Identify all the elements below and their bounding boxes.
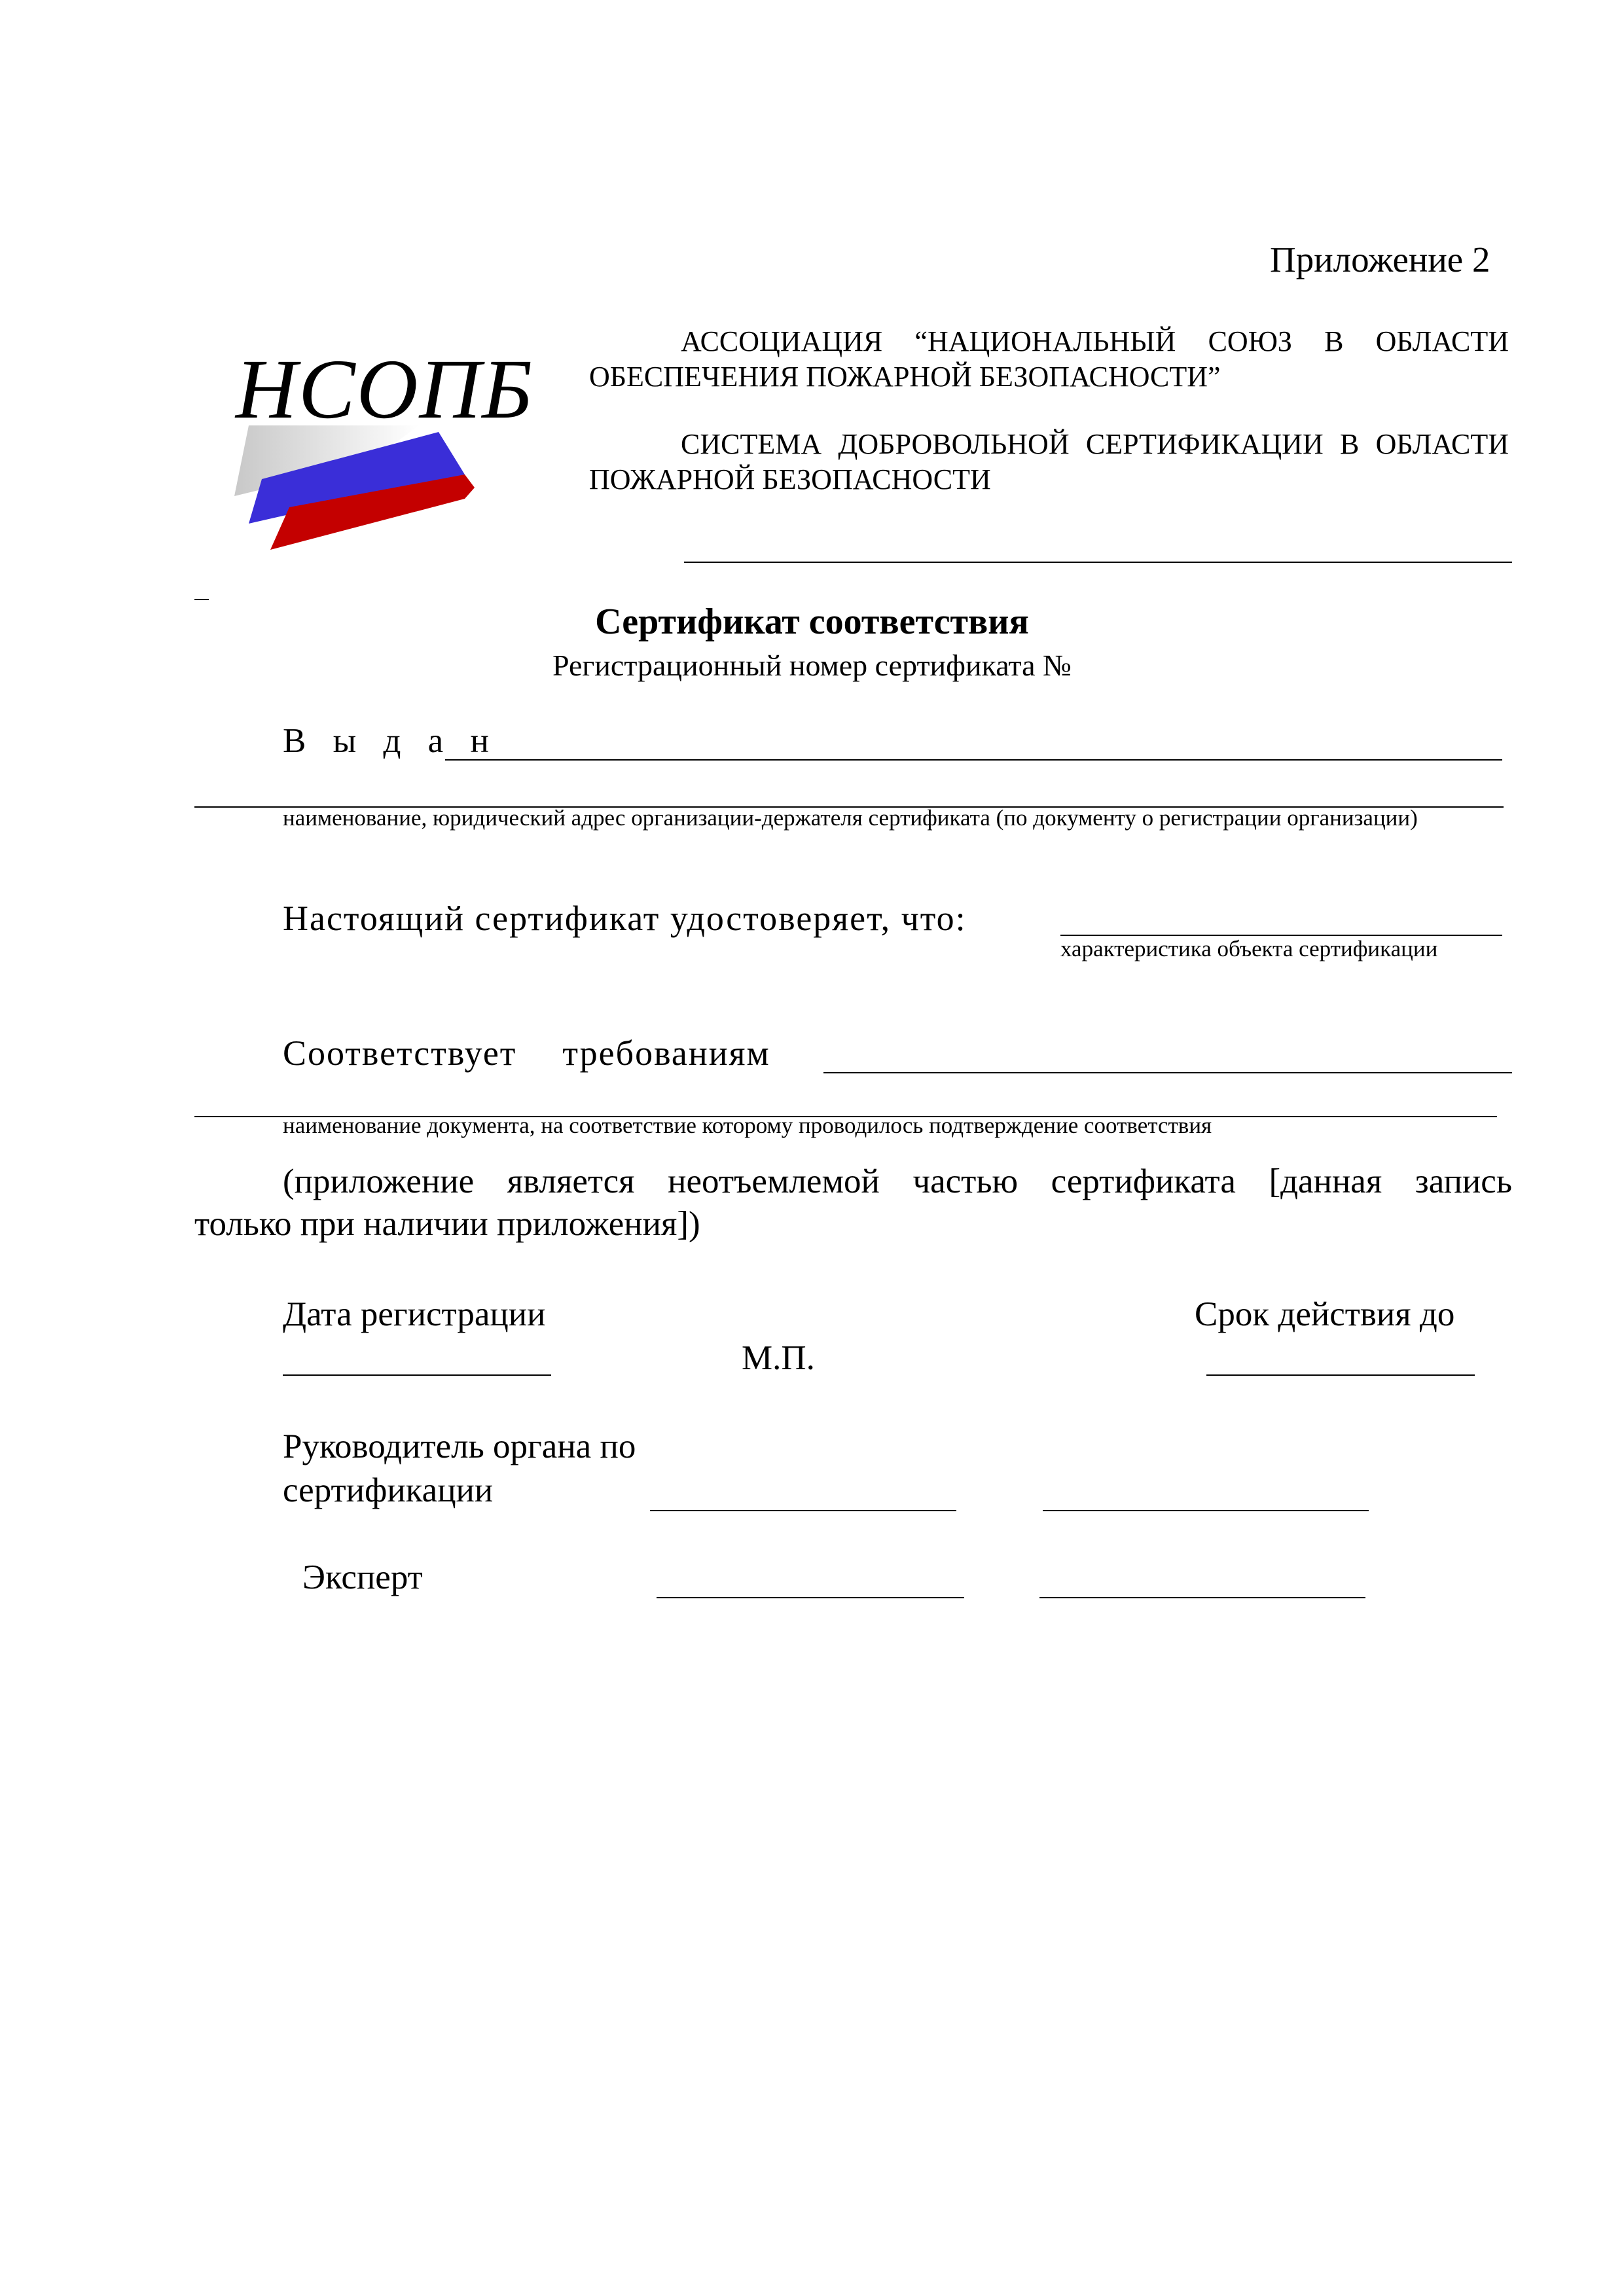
system-name — [589, 427, 1509, 497]
annex-note-line-2: только при наличии приложения]) — [194, 1205, 700, 1243]
valid-until-label: Срок действия до — [1195, 1295, 1455, 1333]
head-signature-field[interactable] — [650, 1510, 956, 1511]
valid-until-field[interactable] — [1206, 1374, 1475, 1376]
certifies-caption: характеристика объекта сертификации — [1060, 936, 1438, 961]
nsopb-logo — [216, 327, 556, 563]
head-name-field[interactable] — [1043, 1510, 1369, 1511]
issued-field[interactable] — [445, 759, 1502, 761]
association-line-2: ОБЕСПЕЧЕНИЯ ПОЖАРНОЙ БЕЗОПАСНОСТИ” — [589, 361, 1221, 393]
expert-signature-field[interactable] — [657, 1597, 964, 1598]
expert-name-field[interactable] — [1039, 1597, 1365, 1598]
issued-caption: наименование, юридический адрес организации-держателя сертификата (по документу о регистрации организации) — [283, 805, 1418, 831]
issued-label: В ы д а н — [283, 722, 498, 760]
complies-word-2: требованиям — [562, 1033, 770, 1073]
head-of-body-label-1: Руководитель органа по — [283, 1427, 636, 1465]
margin-dash — [194, 599, 209, 600]
certifies-label: Настоящий сертификат удостоверяет, что: — [283, 899, 967, 938]
appendix-label: Приложение 2 — [1270, 240, 1490, 279]
head-of-body-label-2: сертификации — [283, 1471, 494, 1509]
annex-note-line-1: (приложение является неотъемлемой частью сертификата [данная запись — [283, 1162, 1512, 1200]
header-divider — [684, 562, 1512, 563]
registration-date-field[interactable] — [283, 1374, 551, 1376]
certificate-title: Сертификат соответствия — [595, 601, 1029, 642]
stamp-label: М.П. — [742, 1339, 815, 1377]
complies-caption: наименование документа, на соответствие которому проводилось подтверждение соответствия — [283, 1113, 1212, 1138]
association-line-1: АССОЦИАЦИЯ “НАЦИОНАЛЬНЫЙ СОЮЗ В ОБЛАСТИ — [681, 325, 1509, 357]
registration-date-label: Дата регистрации — [283, 1295, 546, 1333]
expert-label: Эксперт — [302, 1558, 423, 1596]
complies-word-1: Соответствует — [283, 1033, 517, 1073]
logo-text: НСОПБ — [236, 342, 534, 437]
system-line-2: ПОЖАРНОЙ БЕЗОПАСНОСТИ — [589, 463, 991, 495]
association-name — [589, 324, 1509, 395]
system-line-1: СИСТЕМА ДОБРОВОЛЬНОЙ СЕРТИФИКАЦИИ В ОБЛАСТИ — [681, 428, 1509, 460]
complies-field[interactable] — [823, 1072, 1512, 1073]
complies-label — [283, 1033, 770, 1073]
registration-number-label: Регистрационный номер сертификата № — [552, 649, 1072, 682]
